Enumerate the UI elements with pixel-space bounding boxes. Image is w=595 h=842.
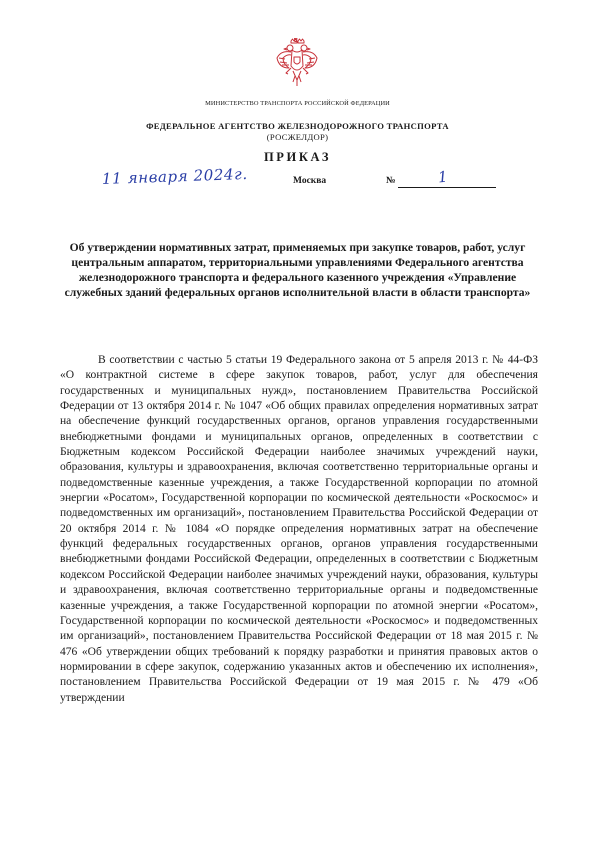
order-subject: Об утверждении нормативных затрат, применяемых при закупке товаров, работ, услуг центральным аппаратом, территориальными управлениями Федерального агентства железнодорожного транспорта и федерального казенного учреждения «Управление служебных зданий федеральных органов исполнительной власти в области транспорта» [64,241,531,300]
order-meta-row [0,164,595,190]
document-type-title: ПРИКАЗ [263,150,332,164]
number-underline [398,187,496,188]
handwritten-number: 1 [437,167,450,187]
body-paragraph [60,353,538,706]
agency-short-name: (РОСЖЕЛДОР) [266,132,329,142]
body-text: В соответствии с частью 5 статьи 19 Федерального закона от 5 апреля 2013 г. № 44-ФЗ «О контрактной системе в сфере закупок товаров, работ, услуг для обеспечения государственных и муниципальных нужд», постановлением Правительства Российской Федерации от 13 октября 2014 г. № 1047 «Об общих правилах определения нормативных затрат на обеспечение функций государственных органов, органов управления государственными внебюджетными фондами и муниципальных органов, определенных в соответствии с Бюджетным кодексом Российской Федерации наиболее значимых учреждений науки, образования, культуры и здравоохранения, включая соответственно территориальные органы и подведомственные казенные учреждения, а также Государственной корпорации по атомной энергии «Росатом», Государственной корпорации по космической деятельности «Роскосмос» и подведомственных им организаций», постановлением Правительства Российской Федерации от 20 октября 2014 г. № 1084 «О порядке определения нормативных затрат на обеспечение функций федеральных государственных органов, органов управления государственными внебюджетными фондами Российской Федерации, определенных в соответствии с Бюджетным кодексом Российской Федерации наиболее значимых учреждений науки, образования, культуры и здравоохранения, включая соответственно территориальные органы и подведомственные казенные учреждения, а также Государственной корпорации по атомной энергии «Росатом», Государственной корпорации по космической деятельности «Роскосмос» и подведомственных им организаций», постановлением Правительства Российской Федерации от 18 мая 2015 г. № 476 «Об утверждении общих требований к порядку разработки и принятия правовых актов о нормировании в сфере закупок, содержанию указанных актов и обеспечению их исполнения», постановлением Правительства Российской Федерации от 19 мая 2015 г. № 479 «Об утверждении [60,354,538,704]
handwritten-date: 11 января 2024г. [101,164,248,188]
ministry-name: МИНИСТЕРСТВО ТРАНСПОРТА РОССИЙСКОЙ ФЕДЕРАЦИИ [205,100,390,107]
agency-name: ФЕДЕРАЛЬНОЕ АГЕНТСТВО ЖЕЛЕЗНОДОРОЖНОГО ТРАНСПОРТА [146,121,449,131]
double-headed-eagle-emblem-icon [275,38,319,96]
number-label: № [386,176,396,186]
city-label: Москва [293,176,327,186]
